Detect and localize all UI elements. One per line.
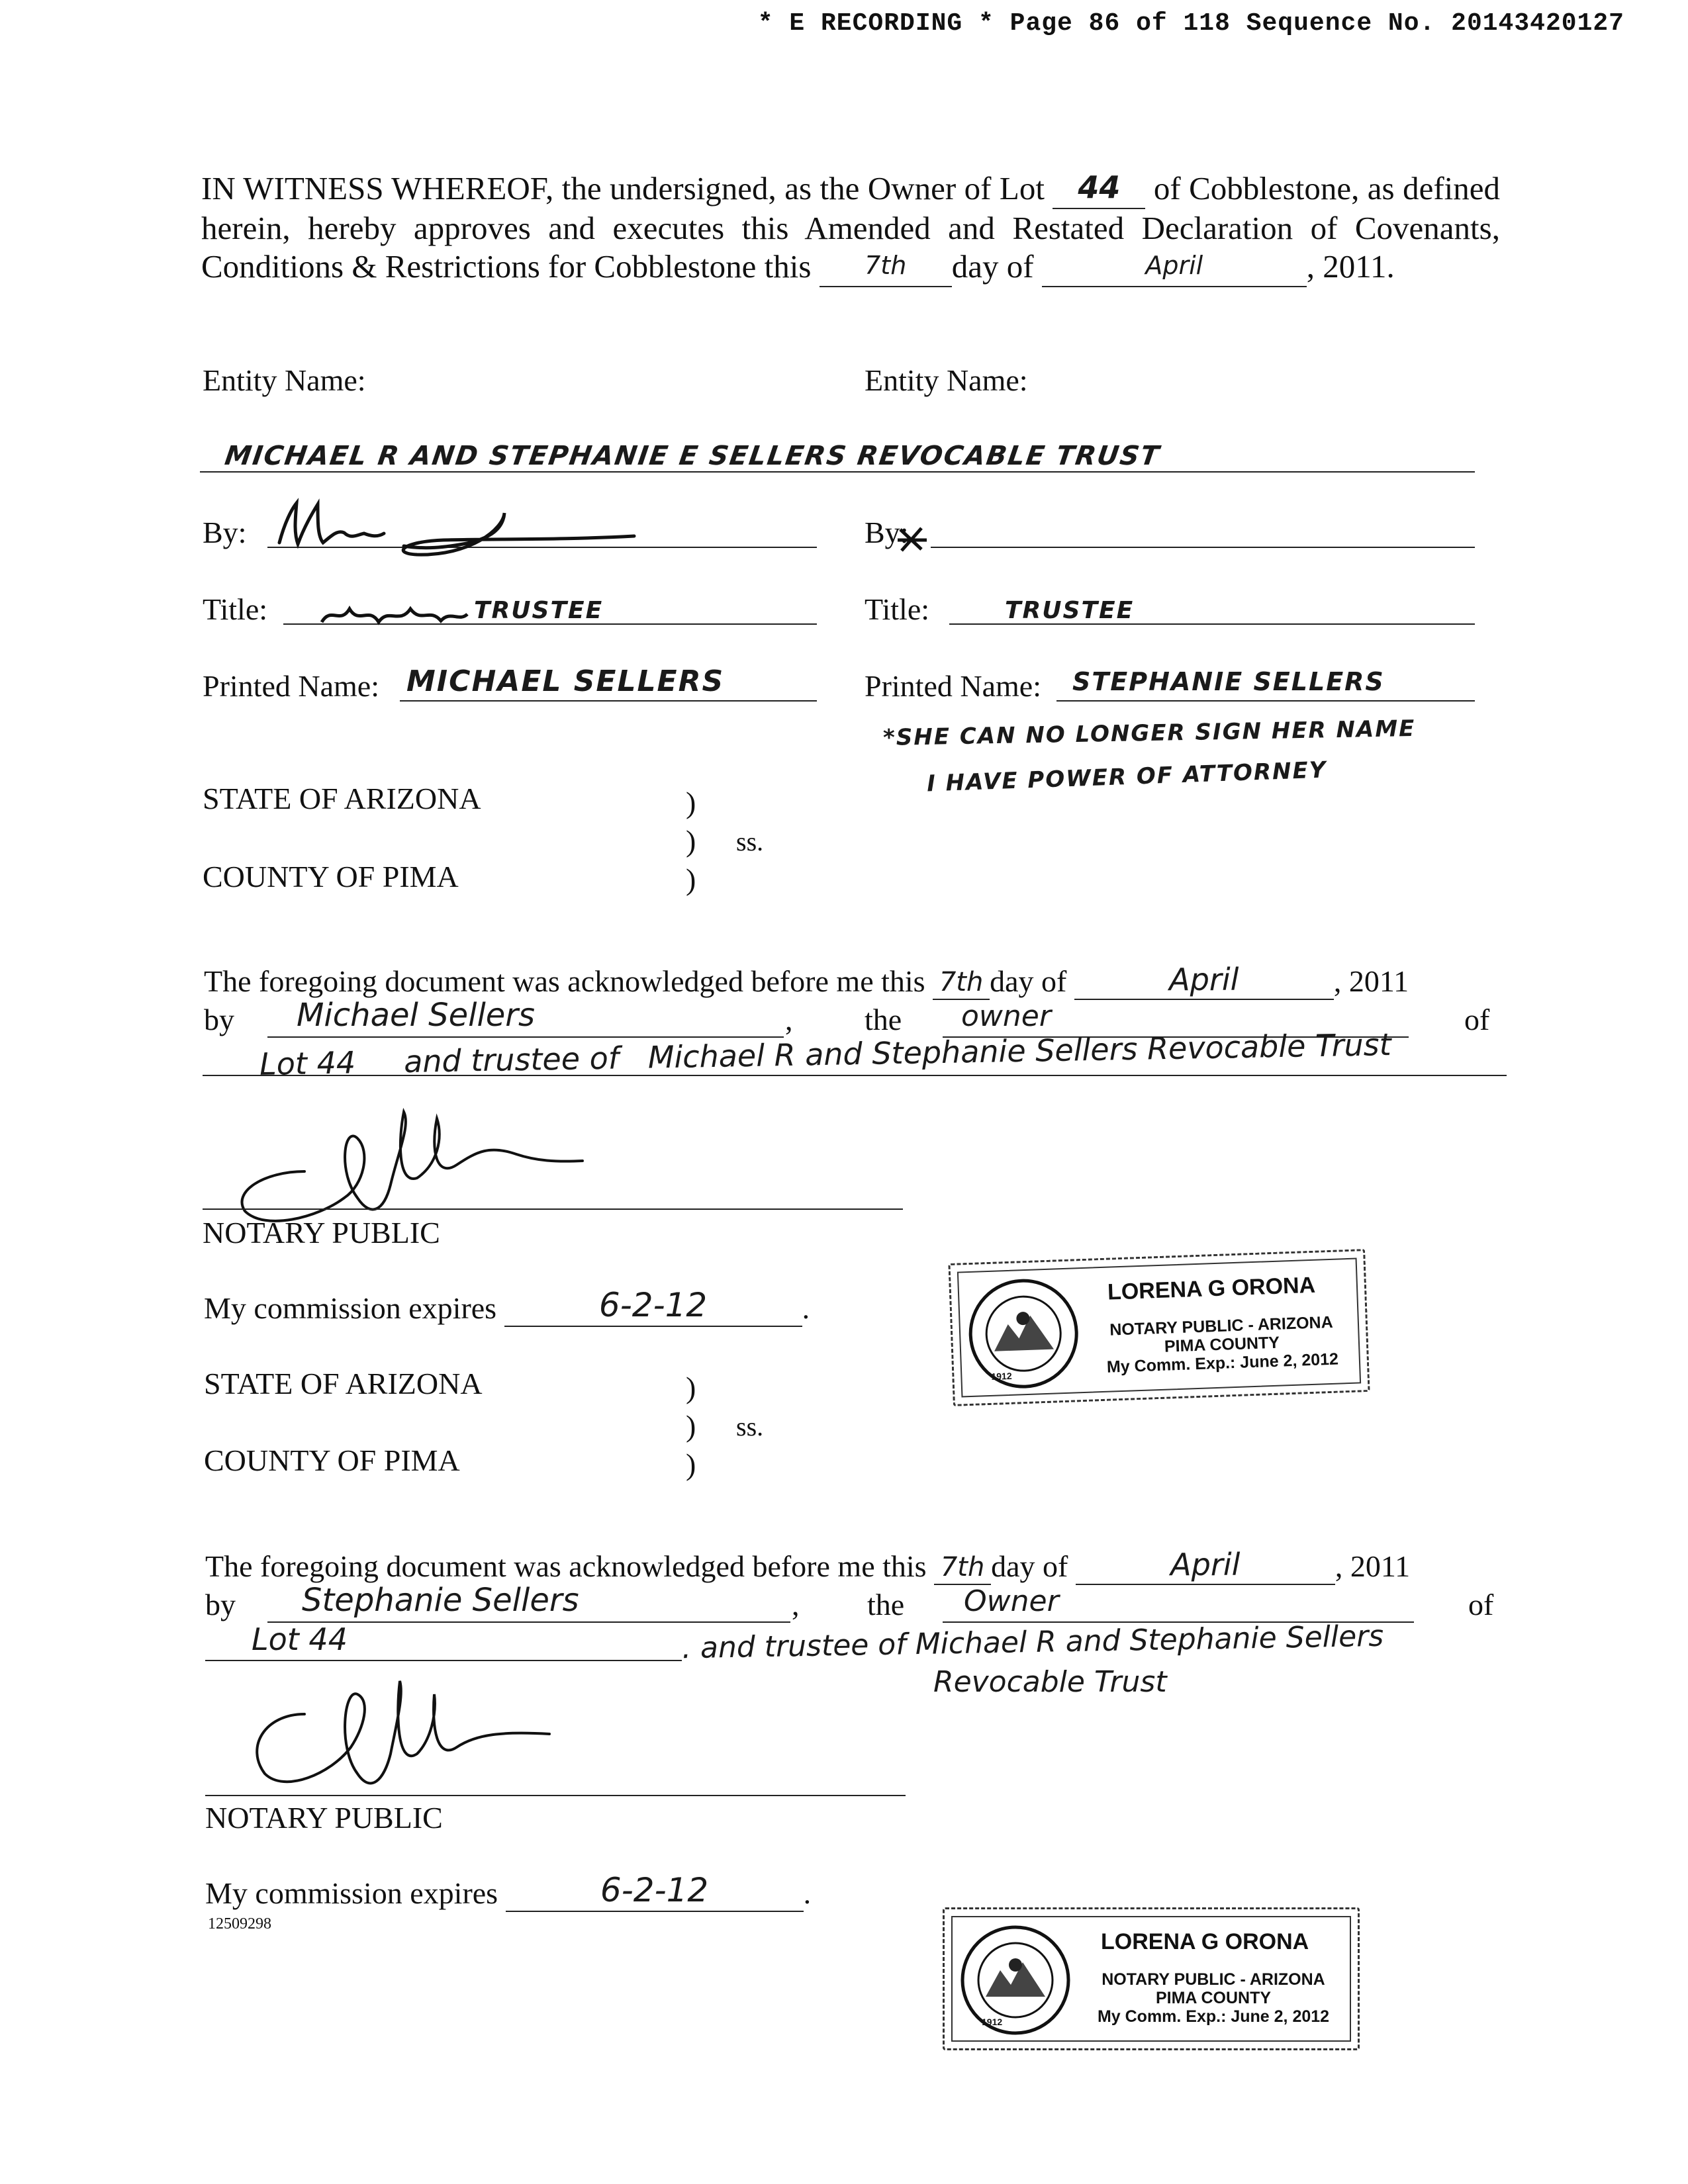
seal-2-line-2: PIMA COUNTY [1155,1989,1272,2007]
ack-1-the: the [865,1003,902,1036]
venue-2-ss: ss. [736,1412,764,1441]
venue-1-ss: ss. [736,827,764,856]
witness-paragraph [201,169,1500,287]
venue-1-paren-1: ) [686,786,696,819]
notary-2-signature-line [205,1795,906,1796]
ack-1-comma: , [785,1003,793,1036]
ack-1-month-field [1074,964,1334,1000]
ack-2-of-line-value: Lot 44 [252,1621,348,1657]
notary-seal-1 [948,1249,1370,1406]
ack-1-of: of [1464,1003,1490,1036]
notary-2-commission-field [506,1871,804,1912]
seal-2-line-3: My Comm. Exp.: June 2, 2012 [1097,2007,1330,2026]
ack-2-text-2: day of [991,1549,1068,1583]
lot-number-field [1053,169,1145,209]
ack-1-by: by [204,1003,234,1036]
witness-text-2: of Cobblestone, as defined herein, hereby approves and executes this Amended and Restated Declaration of Covenants, Conditions & Restrictions for Cobblestone this [201,170,1501,285]
ack-1-year: , 2011 [1333,964,1409,998]
notary-1-commission-field [504,1286,802,1327]
seal-1-year: 1912 [991,1370,1012,1382]
seal-2-name: LORENA G ORONA [1101,1929,1309,1954]
seal-2-line-1: NOTARY PUBLIC - ARIZONA [1102,1970,1325,1989]
seal-1-lines [1096,1312,1349,1377]
venue-2-state: STATE OF ARIZONA [204,1367,483,1400]
arizona-seal-icon [965,1275,1082,1392]
witness-year: 2011. [1323,248,1395,285]
poa-note-line-1: *SHE CAN NO LONGER SIGN HER NAME [882,715,1416,752]
ack-2-day-field [934,1549,991,1585]
ack-2-line-1 [205,1549,1410,1585]
notary-1-label: NOTARY PUBLIC [203,1216,440,1250]
ack-2-of-line-2: Revocable Trust [933,1665,1167,1699]
venue-2-paren-1: ) [686,1371,696,1404]
ack-1-day: 7th [939,967,984,997]
ack-2-month-field [1076,1549,1335,1585]
ack-1-role: owner [961,999,1051,1033]
seal-1-line-2: PIMA COUNTY [1164,1333,1280,1356]
venue-1-paren-2: ) [686,824,696,858]
entity-name-label-left: Entity Name: [203,363,366,397]
entity-name-label-right: Entity Name: [865,363,1028,397]
notary-1-commission-value: 6-2-12 [598,1286,708,1324]
by-label-left: By: [203,516,247,549]
ack-2-month: April [1170,1547,1241,1582]
title-label-left: Title: [203,592,268,626]
ack-1-month: April [1169,962,1239,997]
notary-1-commission-label: My commission expires [204,1291,497,1325]
seal-1-name: LORENA G ORONA [1107,1272,1316,1305]
ack-2-year: , 2011 [1335,1549,1411,1583]
arizona-seal-icon-2 [959,1924,1072,2036]
venue-1-county: COUNTY OF PIMA [203,860,459,893]
notary-2-commission [205,1871,812,1912]
printed-name-label-right: Printed Name: [865,669,1041,703]
ack-2-by: by [205,1588,236,1621]
notary-1-period: . [802,1291,810,1325]
poa-note-line-2: I HAVE POWER OF ATTORNEY [926,756,1327,797]
printed-name-line-left [400,700,817,702]
venue-2-county: COUNTY OF PIMA [204,1443,460,1477]
by-line-right [931,547,1475,548]
notary-seal-2 [943,1907,1360,2050]
venue-2-paren-2: ) [686,1409,696,1443]
day-value: 7th [865,251,907,280]
ack-1-text-1: The foregoing document was acknowledged before me this [204,964,925,998]
notary-1-commission [204,1286,810,1327]
ack-2-of: of [1468,1588,1494,1621]
seal-1-line-3: My Comm. Exp.: June 2, 2012 [1106,1349,1339,1377]
notary-2-commission-label: My commission expires [205,1876,498,1910]
title-value-left: TRUSTEE [474,597,604,624]
ack-1-line-1 [204,964,1409,1000]
printed-name-value-right: STEPHANIE SELLERS [1072,667,1385,696]
witness-text-3: day of [951,248,1034,285]
ack-2-of-line-rest: . and trustee of Michael R and Stephanie Sellers [681,1619,1384,1666]
seal-2-year: 1912 [982,2017,1003,2027]
ack-1-name-line [267,1036,784,1038]
title-value-right: TRUSTEE [1005,597,1135,624]
printed-name-value-left: MICHAEL SELLERS [406,664,725,698]
notary-2-period: . [803,1876,812,1910]
recording-header: * E RECORDING * Page 86 of 118 Sequence No. 20143420127 [757,9,1624,38]
entity-name-value: MICHAEL R AND STEPHANIE E SELLERS REVOCABLE TRUST [222,441,1162,471]
printed-name-label-left: Printed Name: [203,669,379,703]
signature-michael [271,490,642,563]
notary-2-label: NOTARY PUBLIC [205,1801,443,1835]
notary-1-signature-line [203,1208,903,1210]
by-label-right: By: [865,516,909,549]
notary-1-signature [225,1099,596,1231]
document-number: 12509298 [208,1915,271,1933]
notary-2-commission-value: 6-2-12 [600,1871,709,1909]
venue-1-state: STATE OF ARIZONA [203,782,481,815]
ack-1-of-line-value: Lot 44 and trustee of Michael R and Stephanie Sellers Revocable Trust [259,1026,1392,1082]
strikeout-mark [895,523,935,556]
ack-2-text-1: The foregoing document was acknowledged before me this [205,1549,927,1583]
day-field [820,248,952,287]
entity-name-line [200,471,1475,473]
title-label-right: Title: [865,592,930,626]
ack-2-comma: , [792,1588,800,1621]
scribbled-out-word [318,602,470,629]
lot-number-value: 44 [1078,169,1121,205]
notary-2-signature [238,1668,556,1800]
witness-text-4: , [1306,248,1315,285]
ack-1-text-2: day of [990,964,1067,998]
ack-1-name: Michael Sellers [297,997,536,1034]
month-value: April [1145,251,1203,280]
venue-1-paren-3: ) [686,862,696,896]
ack-2-day: 7th [940,1552,985,1582]
seal-1-line-1: NOTARY PUBLIC - ARIZONA [1109,1312,1334,1340]
ack-2-of-line [205,1660,682,1661]
venue-2-paren-3: ) [686,1447,696,1481]
ack-2-role: Owner [964,1584,1059,1618]
ack-2-the: the [867,1588,905,1621]
witness-text-1: IN WITNESS WHEREOF, the undersigned, as the Owner of Lot [201,170,1045,206]
month-field [1042,248,1307,287]
printed-name-line-right [1056,700,1475,702]
seal-2-lines [1088,1970,1339,2026]
ack-1-day-field [933,964,990,1000]
ack-2-name: Stephanie Sellers [302,1582,579,1619]
